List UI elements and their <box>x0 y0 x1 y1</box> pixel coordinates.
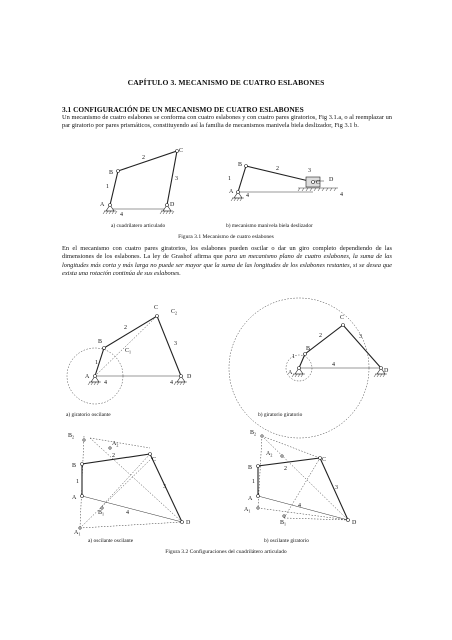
figure-3-1b-diagram <box>212 152 352 212</box>
label-b2: $B_2$ <box>250 430 257 437</box>
label-link-1: 1 <box>252 479 255 485</box>
caption-3-2b: b) giratorio giratorio <box>258 412 303 418</box>
label-a: A <box>72 495 77 501</box>
label-b: B <box>98 339 103 345</box>
label-link-1: 1 <box>228 176 231 182</box>
grashof-text: En el mecanismo con cuatro pares giratorios, los eslabones pueden oscilar o dar un giro completo dependiendo de las dimensiones de los eslabones. La ley de Grashof afirma que <box>62 245 392 261</box>
label-b1: $B_1$ <box>98 510 105 517</box>
label-link-1: 1 <box>95 360 98 366</box>
figure-3-1a-diagram <box>90 143 200 223</box>
caption-3-1b: b) mecanismo manivela biela deslizador <box>226 223 313 229</box>
label-c1: $C_1$ <box>125 348 132 355</box>
caption-3-2d: b) oscilante giratorio <box>264 538 309 544</box>
figure-3-2a-diagram <box>55 300 215 410</box>
figure-3-2-caption: Figura 3.2 Configuraciones del cuadrilátero articulado <box>165 549 287 555</box>
label-link-2: 2 <box>142 155 145 161</box>
label-link-4b: 4 <box>170 380 173 386</box>
label-a1: $A_1$ <box>244 507 251 514</box>
grashof-law-italic: para un mecanismo plano de cuatro eslabones, la suma de las longitudes más corta y más larga no puede ser mayor que la suma de las longitudes de los eslabones restantes, si se desea que exista una rotación continúa de sus eslabones. <box>62 253 392 278</box>
label-link-4: 4 <box>104 380 107 386</box>
ground-link <box>258 496 348 520</box>
label-link-3: 3 <box>335 485 338 491</box>
grashof-paragraph <box>62 245 392 279</box>
label-link-2: 2 <box>124 325 127 331</box>
label-link-1: 1 <box>292 354 295 360</box>
label-link-4: 4 <box>246 193 249 199</box>
chapter-title: CAPÍTULO 3. MECANISMO DE CUATRO ESLABONES <box>127 78 325 87</box>
section-heading: 3.1 CONFIGURACIÓN DE UN MECANISMO DE CUATRO ESLABONES <box>62 105 304 114</box>
label-c2: $C_2$ <box>171 309 178 316</box>
label-link-3: 3 <box>359 334 362 340</box>
label-a2: $A_2$ <box>112 441 119 448</box>
label-c: C <box>340 315 345 321</box>
label-a1: $A_1$ <box>74 530 81 537</box>
label-link-2: 2 <box>112 453 115 459</box>
label-d: D <box>186 520 191 526</box>
label-link-1: 1 <box>106 184 109 190</box>
caption-3-1a: a) cuadrilatero articulado <box>111 223 166 229</box>
label-d: D <box>352 520 357 526</box>
label-c: C <box>154 305 159 311</box>
label-link-1: 1 <box>76 479 79 485</box>
label-link-2: 2 <box>276 166 279 172</box>
figure-3-2d-diagram <box>244 428 374 538</box>
label-b: B <box>109 170 114 176</box>
label-b2: $B_2$ <box>68 433 75 440</box>
label-d: D <box>384 368 389 374</box>
label-a: A <box>229 189 234 195</box>
label-link-4: 4 <box>298 503 301 509</box>
label-b: B <box>248 465 253 471</box>
linkage-chain <box>82 454 182 522</box>
label-d: D <box>170 202 175 208</box>
label-link-3: 3 <box>175 176 178 182</box>
label-a: A <box>85 374 90 380</box>
label-link-4b: 4 <box>340 192 343 198</box>
label-c: C <box>152 457 157 463</box>
label-link-3: 3 <box>163 484 166 490</box>
intro-paragraph: Un mecanismo de cuatro eslabones se conforma con cuatro eslabones y con cuatro pares giratorios, Fig 3.1.a, o al reemplazar un par giratorio por pares prismáticos, constituyendo así la familia de mecanismos manivela biela deslizador, Fig 3.1 b. <box>62 114 392 130</box>
figure-3-2c-diagram <box>62 428 192 538</box>
label-a: A <box>288 370 293 376</box>
label-link-3: 3 <box>174 341 177 347</box>
label-link-4: 4 <box>126 510 129 516</box>
label-link-3: 3 <box>308 168 311 174</box>
linkage-chain <box>95 316 181 376</box>
label-b: B <box>238 162 243 168</box>
label-c: C <box>322 457 327 463</box>
label-c: C <box>316 180 321 186</box>
label-link-2: 2 <box>284 466 287 472</box>
label-link-4: 4 <box>120 212 123 218</box>
caption-3-2a: a) giratorio oscilante <box>66 412 111 418</box>
ground-link <box>82 496 182 522</box>
label-link-2: 2 <box>319 333 322 339</box>
label-link-4: 4 <box>332 362 335 368</box>
figure-3-1-caption: Figura 3.1 Mecanismo de cuatro eslabones <box>178 234 274 240</box>
label-c: C <box>179 148 184 154</box>
label-b: B <box>72 463 77 469</box>
label-d: D <box>187 374 192 380</box>
label-d: D <box>329 177 334 183</box>
label-a: A <box>248 496 253 502</box>
label-a2: $A_2$ <box>266 451 273 458</box>
figure-3-2b-diagram <box>228 292 388 412</box>
label-b: B <box>306 346 311 352</box>
label-a: A <box>100 202 105 208</box>
label-b1: $B_1$ <box>280 520 287 527</box>
caption-3-2c: a) oscilante oscilante <box>88 538 134 544</box>
